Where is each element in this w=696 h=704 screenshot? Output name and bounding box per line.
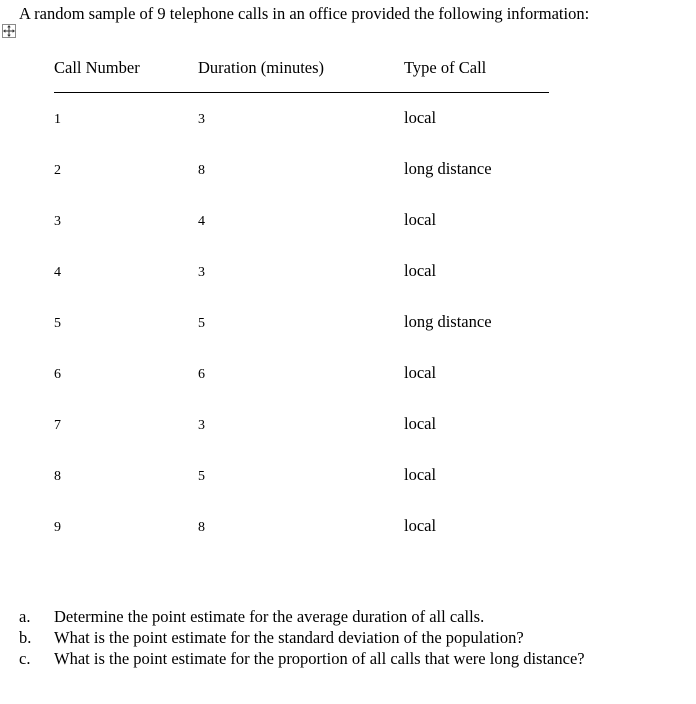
header-duration: Duration (minutes) (198, 58, 325, 77)
cell-call-number: 9 (54, 520, 61, 535)
cell-type: local (404, 261, 437, 280)
table-row (0, 210, 696, 261)
cell-type: long distance (404, 312, 492, 331)
cell-duration: 4 (198, 214, 205, 229)
header-rule (54, 92, 549, 93)
question-letter: c. (19, 649, 31, 668)
cell-duration: 3 (198, 265, 205, 280)
table-row (0, 261, 696, 312)
cell-type: local (404, 210, 437, 229)
question-text: What is the point estimate for the standard deviation of the population? (54, 628, 524, 647)
cell-type: long distance (404, 159, 492, 178)
table-row (0, 312, 696, 363)
header-call-number: Call Number (54, 58, 140, 77)
cell-call-number: 7 (54, 418, 61, 433)
table-row (0, 414, 696, 465)
list-item (0, 648, 696, 669)
move-arrows-icon (3, 25, 15, 37)
question-text: Determine the point estimate for the average duration of all calls. (54, 607, 485, 626)
cell-call-number: 3 (54, 214, 61, 229)
cell-duration: 3 (198, 418, 205, 433)
header-type-of-call: Type of Call (404, 58, 487, 77)
table-row (0, 465, 696, 516)
cell-type: local (404, 363, 437, 382)
cell-duration: 8 (198, 520, 205, 535)
cell-call-number: 6 (54, 367, 61, 382)
table-row (0, 159, 696, 210)
table-body (0, 108, 696, 567)
cell-duration: 5 (198, 316, 205, 331)
cell-duration: 3 (198, 112, 205, 127)
cell-call-number: 4 (54, 265, 61, 280)
question-letter: b. (19, 628, 32, 647)
cell-type: local (404, 465, 437, 484)
question-letter: a. (19, 607, 31, 626)
cell-duration: 6 (198, 367, 205, 382)
question-text: What is the point estimate for the proportion of all calls that were long distance? (54, 649, 585, 668)
question-list (0, 606, 696, 669)
cell-type: local (404, 516, 437, 535)
cell-duration: 5 (198, 469, 205, 484)
cell-call-number: 5 (54, 316, 61, 331)
cell-type: local (404, 414, 437, 433)
table-row (0, 516, 696, 567)
cell-type: local (404, 108, 437, 127)
table-move-handle-icon[interactable] (2, 24, 16, 38)
cell-call-number: 8 (54, 469, 61, 484)
intro-text: A random sample of 9 telephone calls in an office provided the following information: (19, 4, 590, 23)
list-item (0, 627, 696, 648)
cell-call-number: 1 (54, 112, 61, 127)
table-row (0, 108, 696, 159)
table-row (0, 363, 696, 414)
cell-duration: 8 (198, 163, 205, 178)
list-item (0, 606, 696, 627)
cell-call-number: 2 (54, 163, 61, 178)
